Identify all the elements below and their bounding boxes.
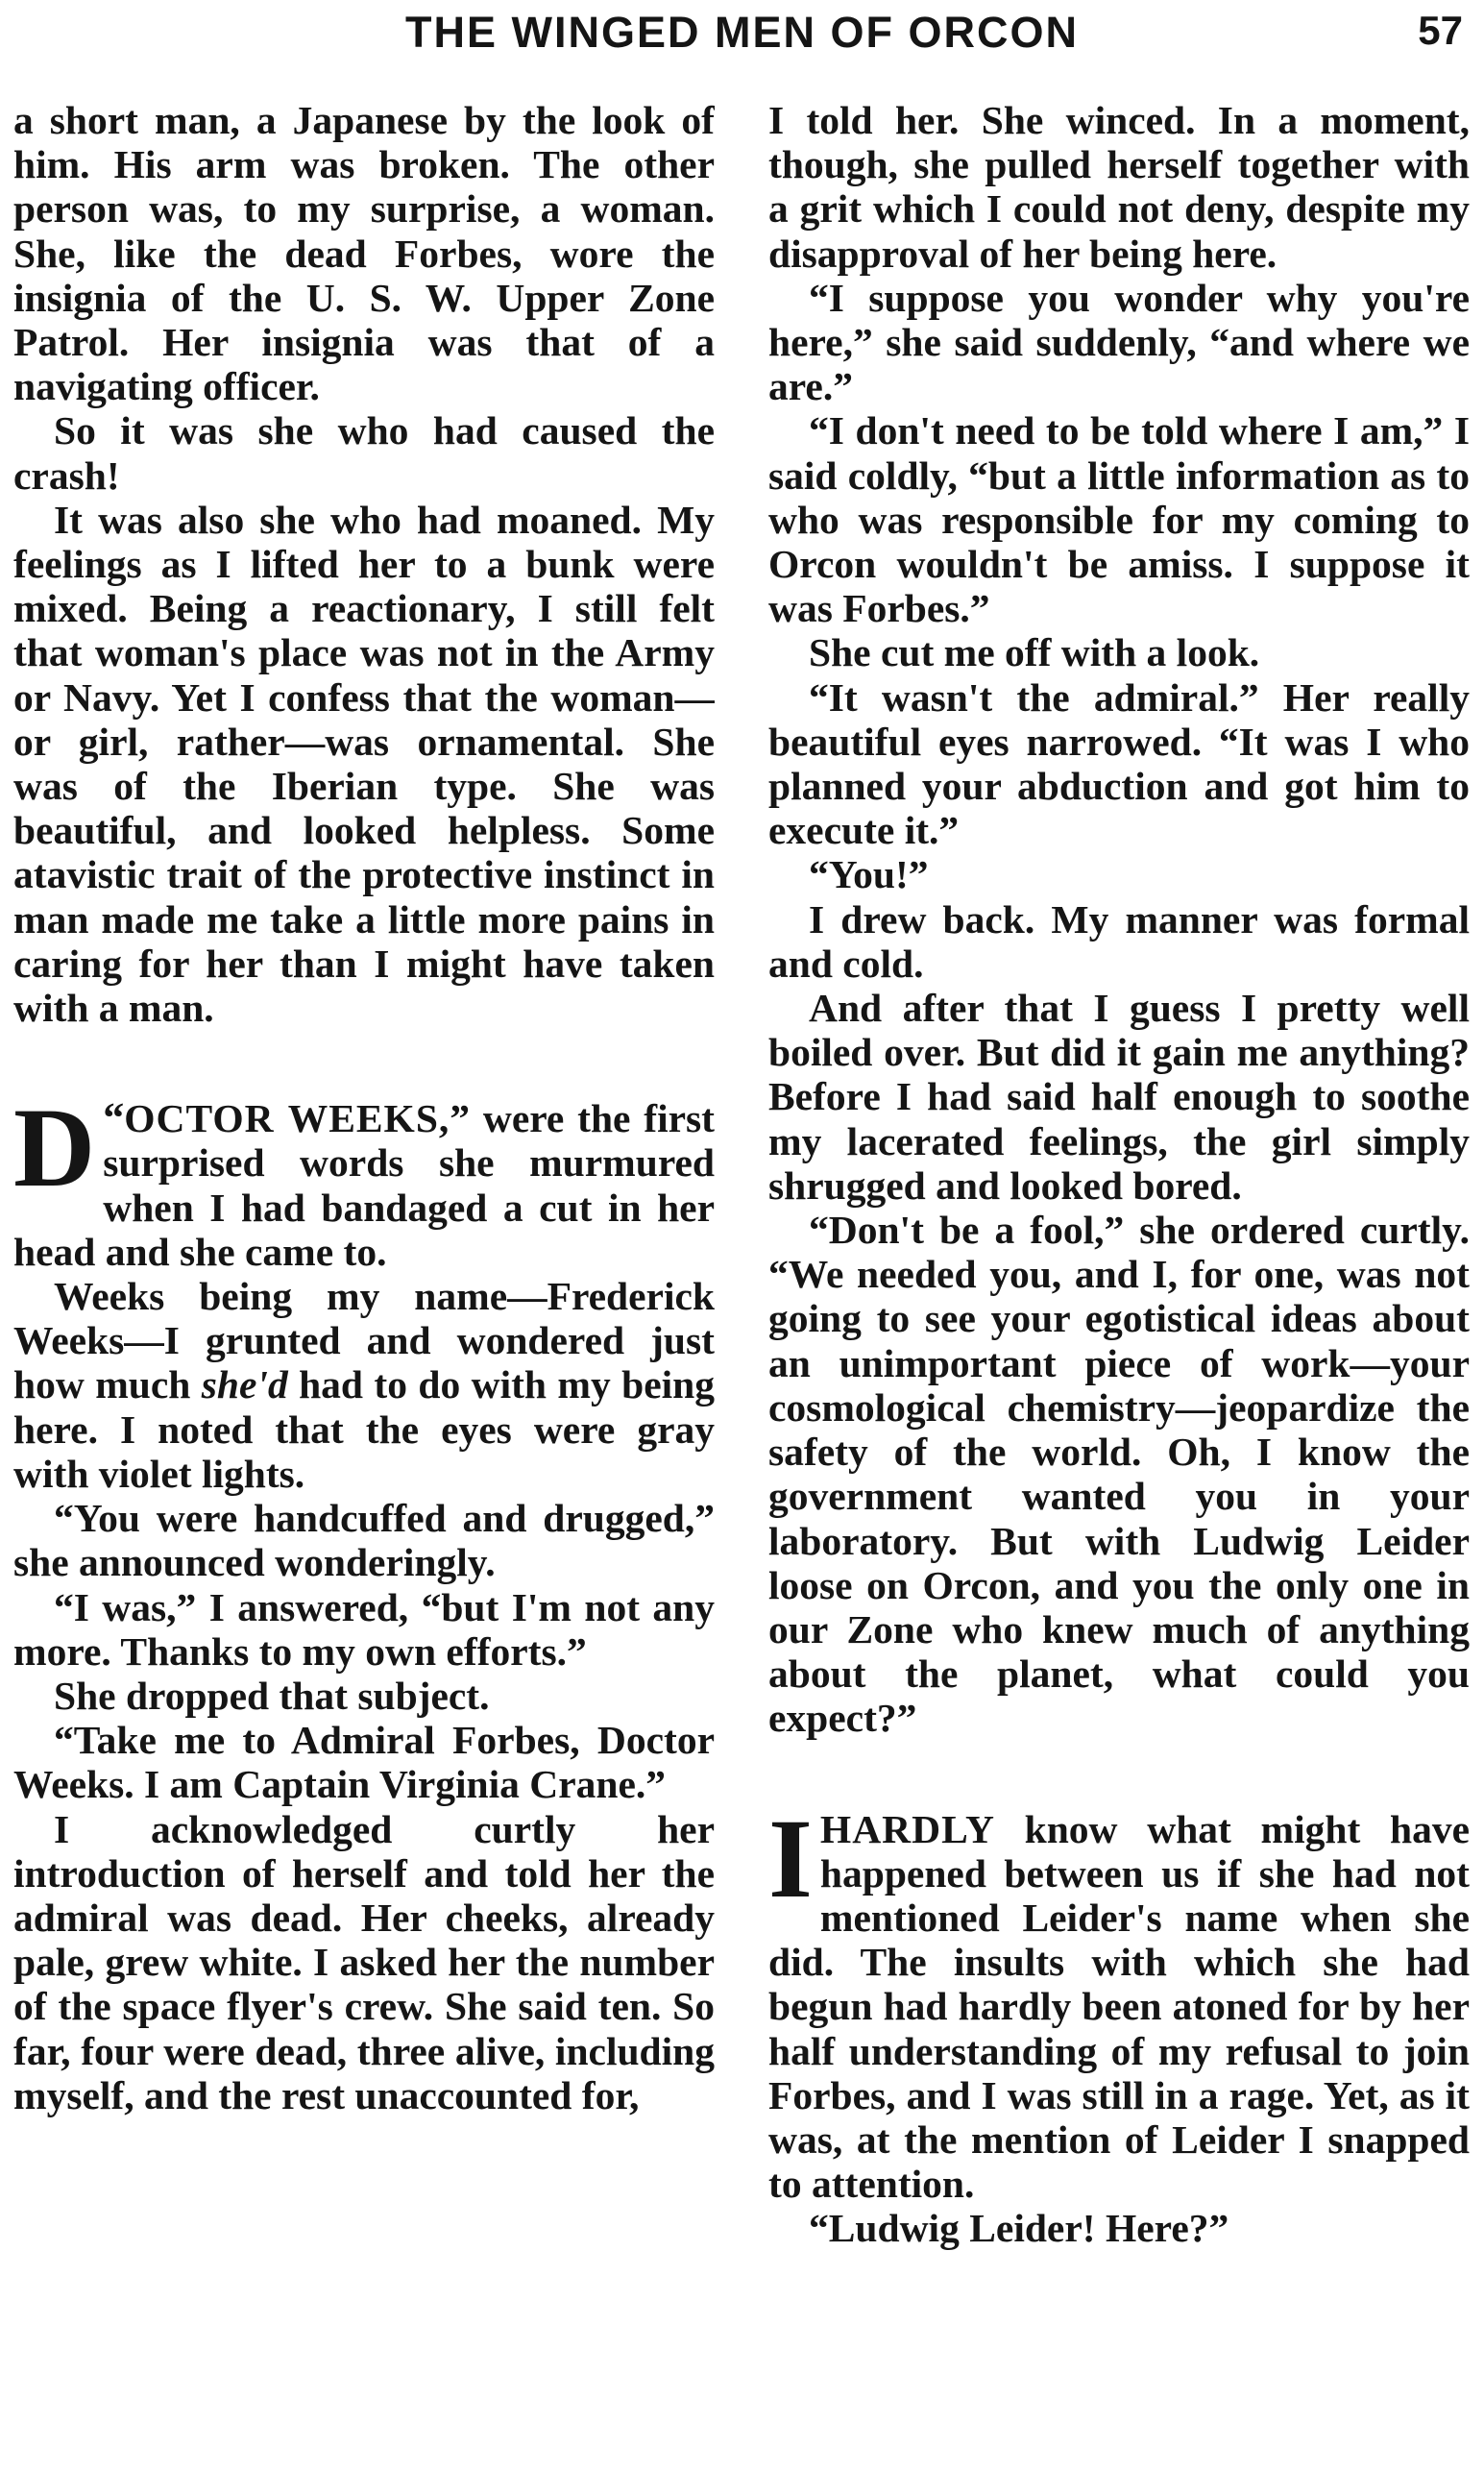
right-column [768,98,1470,2457]
paragraph-text: ” were the first surprised words she murmured when I had bandaged a cut in her head and she came to. [13,1096,715,1274]
left-column [13,98,715,2457]
section-break [13,1030,715,1096]
paragraph: “Ludwig Leider! Here?” [809,2206,1229,2251]
paragraph: She cut me off with a look. [809,630,1260,675]
section-break [768,1741,1470,1807]
paragraph: It was also she who had moaned. My feelings as I lifted her to a bunk were mixed. Being a reactionary, I still felt that woman's place was not in the Army or Navy. Yet I confess that the woman—or girl, rather—was ornamental. She was of the Iberian type. She was beautiful, and looked helpless. Some atavistic trait of the protective instinct in man made me take a little more pains in caring for her than I might have taken with a man. [13,497,715,1031]
paragraph: I told her. She winced. In a moment, though, she pulled herself together with a grit which I could not deny, despite my disapproval of her being here. [768,98,1470,276]
paragraph: “I was,” I answered, “but I'm not any more. Thanks to my own efforts.” [13,1584,715,1674]
running-title: THE WINGED MEN OF ORCON [405,8,1079,57]
paragraph: “You!” [809,852,929,897]
paragraph: “You were handcuffed and drugged,” she announced wonderingly. [13,1496,715,1585]
paragraph: I acknowledged curtly her introduction of herself and told her the admiral was dead. Her cheeks, already pale, grew white. I asked her the number of the space flyer's crew. She said ten. So far, four were dead, three alive, including myself, and the rest unaccounted for, [13,1806,715,2117]
paragraph: “Take me to Admiral Forbes, Doctor Weeks. I am Captain Virginia Crane.” [13,1718,715,1807]
lead-in-caps: OCTOR WEEKS, [124,1096,450,1141]
page-header [0,8,1484,65]
lead-in-caps: HARDLY [819,1806,995,1851]
paragraph: So it was she who had caused the crash! [13,408,715,498]
page-number: 57 [1418,8,1463,53]
paragraph: “I suppose you wonder why you're here,” she said suddenly, “and where we are.” [768,275,1470,409]
paragraph: I drew back. My manner was formal and cold. [768,896,1470,986]
opening-quote: “ [103,1094,125,1142]
paragraph-text: know what might have happened between us if she had not mentioned Leider's name when she did. The insults with which she had begun had hardly been atoned for by her half understanding of my refusal to join Forbes, and I was still in a rage. Yet, as it was, at the mention of Leider I snapped to attention. [768,1806,1470,2207]
paragraph: “It wasn't the admiral.” Her really beautiful eyes narrowed. “It was I who planned your abduction and got him to execute it.” [768,674,1470,853]
paragraph: a short man, a Japanese by the look of him. His arm was broken. The other person was, to my surprise, a woman. She, like the dead Forbes, wore the insignia of the U. S. W. Upper Zone Patrol. Her insignia was that of a navigating officer. [13,98,715,409]
paragraph: She dropped that subject. [54,1673,490,1718]
paragraph: “I don't need to be told where I am,” I said coldly, “but a little information as to who was responsible for my coming to Orcon wouldn't be amiss. I suppose it was Forbes.” [768,408,1470,631]
paragraph: And after that I guess I pretty well boiled over. But did it gain me anything? Before I had said half enough to soothe my lacerated feelings, the girl simply shrugged and looked bored. [768,986,1470,1208]
paragraph-text: had to do with my being here. I noted that the eyes were gray with violet lights. [13,1362,715,1496]
paragraph: “Don't be a fool,” she ordered curtly. “We needed you, and I, for one, was not going to see your egotistical ideas about an unimportant piece of work—your cosmological chemistry—jeopardize the safety of the world. Oh, I know the government wanted you in your laboratory. But with Ludwig Leider loose on Orcon, and you the only one in our Zone who knew much of anything about the planet, what could you expect?” [768,1208,1470,1741]
paragraph-with-drop-cap [768,1795,1470,2207]
drop-cap: D [13,1085,96,1211]
paragraph [13,1274,715,1496]
emphasis: she'd [201,1362,288,1407]
drop-cap: I [768,1795,813,1921]
paragraph-text: Weeks being my name—Frederick Weeks—I grunted and wondered just how much [13,1274,715,1407]
paragraph-with-drop-cap [13,1085,715,1274]
